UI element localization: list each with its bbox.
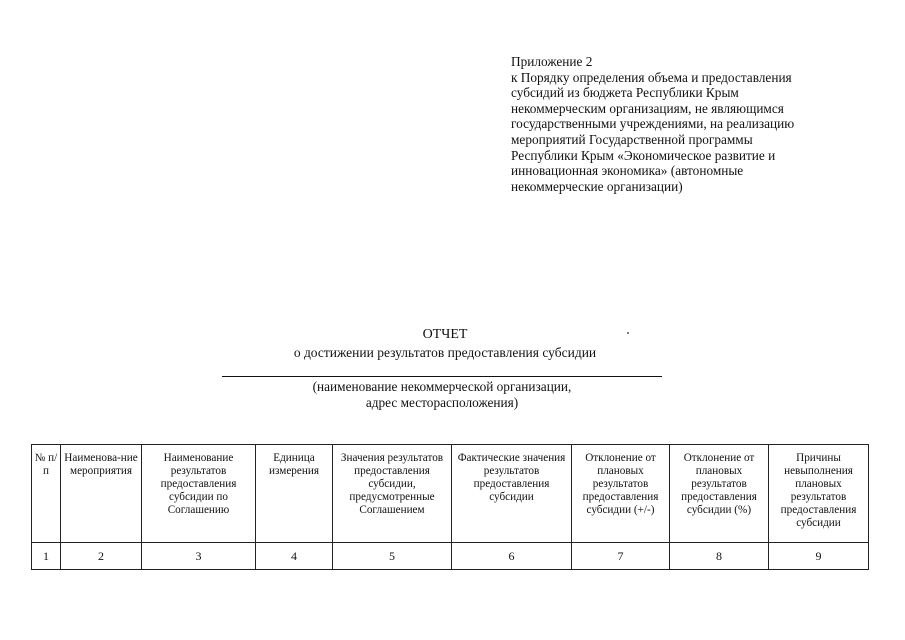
header-deviation-percent: Отклонение от плановых результатов предоставления субсидии (%) xyxy=(670,445,769,543)
header-deviation-abs: Отклонение от плановых результатов предоставления субсидии (+/-) xyxy=(572,445,670,543)
appendix-line: Приложение 2 xyxy=(511,54,593,69)
appendix-line: Республики Крым «Экономическое развитие и xyxy=(511,147,776,163)
organization-name-line xyxy=(222,376,662,377)
header-number: № п/п xyxy=(32,445,61,543)
table-cell: 8 xyxy=(670,543,769,570)
report-subtitle: о достижении результатов предоставления субсидии xyxy=(293,345,597,360)
appendix-line: некоммерческим организациям, не являющимся xyxy=(511,100,784,116)
appendix-line: субсидий из бюджета Республики Крым xyxy=(511,85,739,101)
appendix-line: государственными учреждениями, на реализацию xyxy=(511,116,795,132)
header-reasons: Причины невыполнения плановых результатов предоставления субсидии xyxy=(769,445,869,543)
table-cell: 1 xyxy=(32,543,61,570)
organization-caption-line: (наименование некоммерческой организации, xyxy=(312,379,572,394)
appendix-block xyxy=(511,54,871,194)
header-result-name: Наименование результатов предоставления субсидии по Соглашению xyxy=(142,445,256,543)
appendix-line: к Порядку определения объема и предоставления xyxy=(511,69,792,85)
appendix-line: некоммерческие организации) xyxy=(511,178,683,194)
table-cell: 4 xyxy=(256,543,333,570)
header-unit: Единица измерения xyxy=(256,445,333,543)
header-planned-values: Значения результатов предоставления субсидии, предусмотренные Соглашением xyxy=(333,445,452,543)
report-title: ОТЧЕТ xyxy=(422,327,468,342)
scan-speck xyxy=(627,332,629,334)
table-cell: 3 xyxy=(142,543,256,570)
table-cell: 7 xyxy=(572,543,670,570)
organization-caption-line: адрес месторасположения) xyxy=(365,394,519,410)
header-actual-values: Фактические значения результатов предоставления субсидии xyxy=(452,445,572,543)
appendix-line: мероприятий Государственной программы xyxy=(511,131,753,147)
results-table xyxy=(31,444,869,570)
table-cell: 6 xyxy=(452,543,572,570)
appendix-line: инновационная экономика» (автономные xyxy=(511,163,744,179)
table-row xyxy=(32,543,869,570)
header-event-name: Наименова-ние мероприятия xyxy=(61,445,142,543)
table-cell: 9 xyxy=(769,543,869,570)
table-cell: 5 xyxy=(333,543,452,570)
organization-caption xyxy=(222,379,662,410)
table-header-row xyxy=(32,445,869,543)
table-cell: 2 xyxy=(61,543,142,570)
